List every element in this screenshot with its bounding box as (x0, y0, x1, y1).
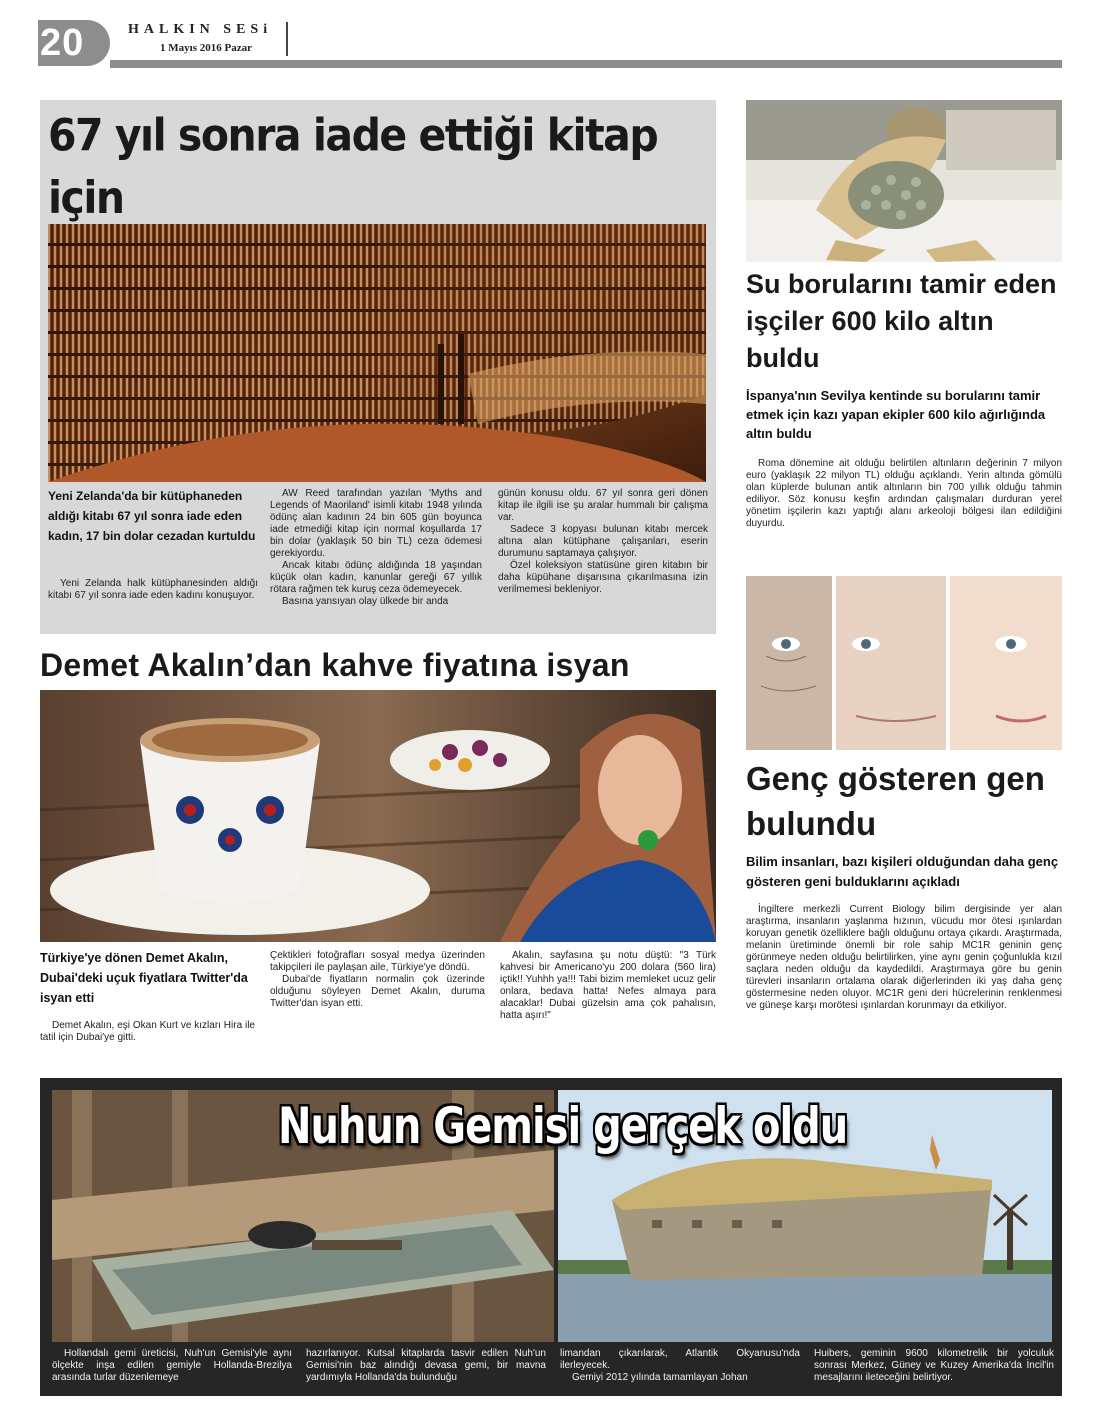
gold-deck: İspanya'nın Sevilya kentinde su borularını tamir etmek için kazı yapan ekipler 600 kilo ağırlığında altın buldu (746, 388, 1046, 441)
gold-headline: Su borularını tamir eden işçiler 600 kilo altın buldu (746, 269, 1057, 373)
paragraph: Gemiyi 2012 yılında tamamlayan Johan (572, 1372, 748, 1383)
paragraph: Yeni Zelanda halk kütüphanesinden aldığı kitabı 67 yıl sonra iade eden kadını konuşuyor. (48, 578, 258, 601)
gold-amphora-photo (746, 100, 1062, 262)
noah-headline: Nuhun Gemisi gerçek oldu (278, 1098, 848, 1156)
paragraph: AW Reed tarafından yazılan 'Myths and Legends of Maoriland' isimli kitabı 1948 yılında ödünç alan kadının 24 bin 605 gün boyunca iade etmediği kitap için normal koşullarda 17 bin dolar (yaklaşık 50 bin TL) ceza ödemesi gerekiyordu. (270, 488, 482, 559)
demet-body-col3 (500, 950, 716, 1022)
noah-body-col2 (306, 1348, 546, 1384)
paragraph: İngiltere merkezli Current Biology bilim dergisinde yer alan araştırma, insanların yaşlanma hızının, vücudu mor ötesi ışınlardan koruyan genetik özelliklere bağlı olduğunu ortaya çıkardı. Araştırmada, melanin üretiminde önemli bir role sahip MC1R geninin genç görünmeye neden olduğu belirtilirken, yine aynı genin çoğunlukla kızıl saçlara neden olduğu da kaydedildi. Araştırmaya göre bu genin türevleri insanların ortalama olarak diğerlerinden iki yaş daha genç göstermesine neden oluyor. MC1R geni deri hücrelerinin renklenmesi ve güneşe karşı morötesi ışınlardan korunmayı da etkiliyor. (746, 904, 1062, 1011)
library-headline-line1: 67 yıl sonra iade ettiği kitap için (48, 109, 658, 224)
demet-body-col1 (40, 1020, 255, 1044)
demet-headline: Demet Akalın’dan kahve fiyatına isyan (40, 647, 630, 683)
gene-body (746, 904, 1062, 1012)
noah-body-col1 (52, 1348, 292, 1384)
library-body-col3 (498, 488, 708, 596)
paragraph: günün konusu oldu. 67 yıl sonra geri dönen kitap ile ilgili ise şu aralar hummalı bir çalışma var. (498, 488, 708, 523)
newspaper-name: HALKIN SESi (128, 22, 273, 37)
header-divider (286, 22, 288, 56)
paragraph: Sadece 3 kopyası bulunan kitabı mercek altına alan kütüphane çalışanları, eserin durumunu saptamaya çalışıyor. (498, 524, 708, 559)
page-number: 20 (40, 22, 85, 64)
paragraph: hazırlanıyor. Kutsal kitaplarda tasvir edilen Nuh'un Gemisi'nin baz alındığı devasa gemi, bir mavna yardımıyla Hollanda'da bulunduğu (306, 1348, 546, 1383)
gold-body (746, 458, 1062, 530)
demet-body-col2 (270, 950, 485, 1010)
paragraph: Akalın, sayfasına şu notu düştü: "3 Türk kahvesi bir Americano'yu 200 dolara (560 lira) içtik!! Yuhhh ya!!! Tabi bizim memleket ucuz gelir onlara, bedava hatta! Nefes almaya para alacaklar! Dubai güzelsin ama çok pahalısın, hatta aşırı!" (500, 950, 716, 1021)
paragraph: Hollandalı gemi üreticisi, Nuh'un Gemisi'yle aynı ölçekte inşa edilen gemiyle Hollanda-Brezilya arasında turlar düzenlemeye (52, 1348, 292, 1383)
library-deck: Yeni Zelanda'da bir kütüphaneden aldığı kitabı 67 yıl sonra iade eden kadın, 17 bin dolar cezadan kurtuldu (48, 489, 256, 543)
demet-deck: Türkiye'ye dönen Demet Akalın, Dubai'deki uçuk fiyatlara Twitter'da isyan etti (40, 951, 248, 1005)
paragraph: Özel koleksiyon statüsüne giren kitabın bir daha küpühane dışarısına çıkarılmasına izin verilmemesi bekleniyor. (498, 560, 708, 595)
library-body-col1 (48, 578, 258, 602)
gene-headline: Genç gösteren gen bulundu (746, 760, 1045, 842)
paragraph: Çektikleri fotoğrafları sosyal medya üzerinden takipçileri ile paylaşan aile, Türkiye'ye döndü. (270, 950, 485, 973)
library-body-col2 (270, 488, 482, 608)
paragraph: Roma dönemine ait olduğu belirtilen altınların değerinin 7 milyon euro (yaklaşık 22 milyon TL) olduğu açıklandı. Yerin altında gömülü olan küplerde bulunan antik altınların bin 700 yıllık olduğu tahmin ediliyor. Söz konusu keşfin ardından çalışmaları durduran yerel yönetim işçilerin kazı yaptığı alanı arkeoloji bölgesi ilan edildiğini duyurdu. (746, 458, 1062, 529)
library-photo (48, 224, 706, 482)
paragraph: Demet Akalın, eşi Okan Kurt ve kızları Hira ile tatil için Dubai'ye gitti. (40, 1020, 255, 1043)
coffee-and-singer-photo (40, 690, 716, 942)
issue-date: 1 Mayıs 2016 Pazar (160, 42, 252, 54)
paragraph: Ancak kitabı ödünç aldığında 18 yaşından küçük olan kadın, kanunlar gereği 67 yıllık rötara rağmen tek kuruş ceza ödemeyecek. (270, 560, 482, 595)
paragraph: limandan çıkarılarak, Atlantik Okyanusu'nda ilerleyecek. (560, 1348, 800, 1371)
noah-body-col3 (560, 1348, 800, 1384)
paragraph: Dubai'de fiyatların normalin çok üzerinde olduğunu söyleyen Demet Akalın, duruma Twitter'dan isyan etti. (270, 974, 485, 1009)
header-rule (110, 60, 1062, 68)
aging-faces-photo (746, 576, 1062, 750)
paragraph: Basına yansıyan olay ülkede bir anda (282, 596, 449, 607)
paragraph: Huibers, geminin 9600 kilometrelik bir yolculuk sonrası Merkez, Güney ve Kuzey Amerika'da İncil'in mesajlarını ileteceğini belirtiyor. (814, 1348, 1054, 1383)
noah-body-col4 (814, 1348, 1054, 1384)
gene-deck: Bilim insanları, bazı kişileri olduğundan daha genç gösteren geni bulduklarını açıkladı (746, 854, 1059, 889)
